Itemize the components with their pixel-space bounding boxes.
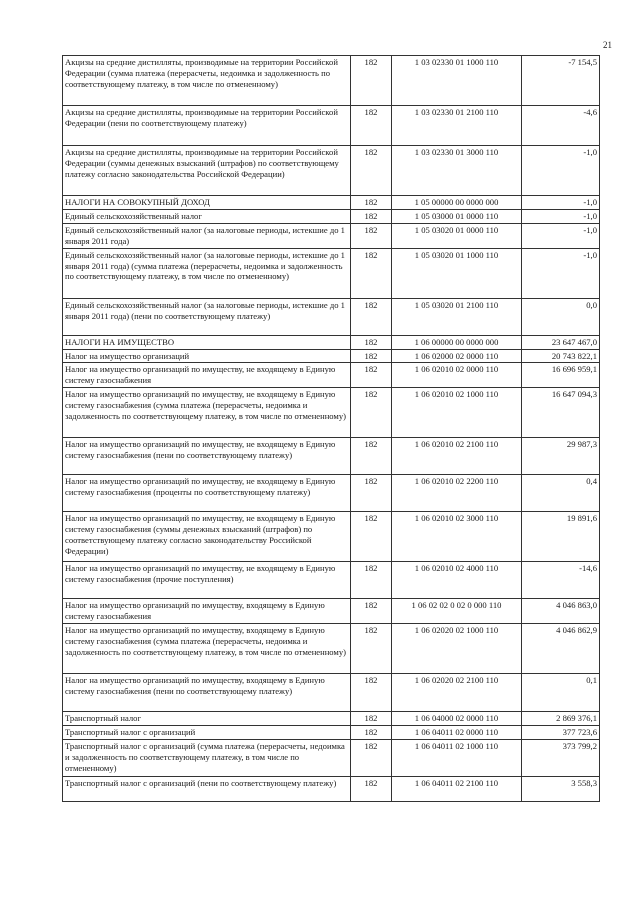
row-classification-code-cell: 1 06 04000 02 0000 110 <box>392 712 522 726</box>
table-row <box>63 209 600 223</box>
row-amount-cell: 0,1 <box>522 674 600 712</box>
table-row <box>63 349 600 363</box>
row-amount-cell: -1,0 <box>522 146 600 196</box>
row-admin-code-cell: 182 <box>351 106 392 146</box>
row-name-cell: Налог на имущество организаций по имуществу, входящему в Единую систему газоснабжения (пени по соответствующему платежу) <box>63 674 351 712</box>
row-admin-code-cell: 182 <box>351 349 392 363</box>
row-name-cell: Единый сельскохозяйственный налог <box>63 209 351 223</box>
table-row <box>63 106 600 146</box>
page-number: 21 <box>603 40 612 50</box>
row-name-cell: Транспортный налог с организаций (пени по соответствующему платежу) <box>63 777 351 802</box>
table-row <box>63 475 600 512</box>
row-admin-code-cell: 182 <box>351 223 392 248</box>
row-amount-cell: -1,0 <box>522 248 600 298</box>
row-name-cell: Транспортный налог с организаций (сумма платежа (перерасчеты, недоимка и задолженность по соответствующему платежу, в том числе по отмененному) <box>63 740 351 777</box>
row-amount-cell: -1,0 <box>522 209 600 223</box>
row-name-cell: Налог на имущество организаций по имуществу, не входящему в Единую систему газоснабжения (сумма платежа (перерасчеты, недоимка и задолженность по соответствующему платежу, в том числе по отмененному) <box>63 388 351 438</box>
row-name-cell: Единый сельскохозяйственный налог (за налоговые периоды, истекшие до 1 января 2011 года) (пени по соответствующему платежу) <box>63 298 351 335</box>
row-admin-code-cell: 182 <box>351 335 392 349</box>
row-classification-code-cell: 1 06 04011 02 2100 110 <box>392 777 522 802</box>
row-name-cell: Налог на имущество организаций по имуществу, не входящему в Единую систему газоснабжения (прочие поступления) <box>63 562 351 599</box>
budget-revenue-table <box>62 55 600 802</box>
table-row <box>63 388 600 438</box>
row-classification-code-cell: 1 06 02010 02 2100 110 <box>392 438 522 475</box>
row-classification-code-cell: 1 06 02010 02 2200 110 <box>392 475 522 512</box>
row-name-cell: Налог на имущество организаций по имуществу, входящему в Единую систему газоснабжения <box>63 599 351 624</box>
row-amount-cell: 20 743 822,1 <box>522 349 600 363</box>
row-amount-cell: -1,0 <box>522 196 600 210</box>
row-name-cell: Налог на имущество организаций по имуществу, не входящему в Единую систему газоснабжения <box>63 363 351 388</box>
row-classification-code-cell: 1 05 00000 00 0000 000 <box>392 196 522 210</box>
row-classification-code-cell: 1 05 03000 01 0000 110 <box>392 209 522 223</box>
row-amount-cell: 2 869 376,1 <box>522 712 600 726</box>
row-admin-code-cell: 182 <box>351 56 392 106</box>
row-classification-code-cell: 1 06 00000 00 0000 000 <box>392 335 522 349</box>
table-row <box>63 512 600 562</box>
row-amount-cell: -4,6 <box>522 106 600 146</box>
row-amount-cell: 4 046 863,0 <box>522 599 600 624</box>
row-admin-code-cell: 182 <box>351 512 392 562</box>
table-row <box>63 223 600 248</box>
row-classification-code-cell: 1 03 02330 01 3000 110 <box>392 146 522 196</box>
row-amount-cell: 0,4 <box>522 475 600 512</box>
row-classification-code-cell: 1 05 03020 01 0000 110 <box>392 223 522 248</box>
row-name-cell: Акцизы на средние дистилляты, производимые на территории Российской Федерации (пени по соответствующему платежу) <box>63 106 351 146</box>
row-classification-code-cell: 1 06 02010 02 1000 110 <box>392 388 522 438</box>
row-amount-cell: -1,0 <box>522 223 600 248</box>
row-admin-code-cell: 182 <box>351 599 392 624</box>
table-row <box>63 599 600 624</box>
row-amount-cell: 16 696 959,1 <box>522 363 600 388</box>
table-row <box>63 562 600 599</box>
row-admin-code-cell: 182 <box>351 298 392 335</box>
table-row <box>63 712 600 726</box>
table-row <box>63 298 600 335</box>
row-admin-code-cell: 182 <box>351 740 392 777</box>
row-amount-cell: 3 558,3 <box>522 777 600 802</box>
row-classification-code-cell: 1 03 02330 01 1000 110 <box>392 56 522 106</box>
row-admin-code-cell: 182 <box>351 146 392 196</box>
row-classification-code-cell: 1 06 02010 02 3000 110 <box>392 512 522 562</box>
row-name-cell: Транспортный налог с организаций <box>63 726 351 740</box>
row-amount-cell: 29 987,3 <box>522 438 600 475</box>
row-admin-code-cell: 182 <box>351 363 392 388</box>
row-admin-code-cell: 182 <box>351 248 392 298</box>
row-name-cell: Налог на имущество организаций по имуществу, не входящему в Единую систему газоснабжения (проценты по соответствующему платежу) <box>63 475 351 512</box>
row-admin-code-cell: 182 <box>351 674 392 712</box>
table-body <box>63 56 600 802</box>
table-row <box>63 726 600 740</box>
row-admin-code-cell: 182 <box>351 209 392 223</box>
row-admin-code-cell: 182 <box>351 712 392 726</box>
table-row <box>63 146 600 196</box>
row-name-cell: НАЛОГИ НА СОВОКУПНЫЙ ДОХОД <box>63 196 351 210</box>
row-admin-code-cell: 182 <box>351 196 392 210</box>
table-row <box>63 438 600 475</box>
row-name-cell: Налог на имущество организаций по имуществу, не входящему в Единую систему газоснабжения (суммы денежных взысканий (штрафов) по соответствующему платежу согласно законодательству Российской Федерации) <box>63 512 351 562</box>
row-classification-code-cell: 1 05 03020 01 1000 110 <box>392 248 522 298</box>
table-row <box>63 624 600 674</box>
table-row <box>63 363 600 388</box>
row-amount-cell: -7 154,5 <box>522 56 600 106</box>
table-row <box>63 248 600 298</box>
row-classification-code-cell: 1 06 02010 02 0000 110 <box>392 363 522 388</box>
row-classification-code-cell: 1 06 02020 02 2100 110 <box>392 674 522 712</box>
row-name-cell: Единый сельскохозяйственный налог (за налоговые периоды, истекшие до 1 января 2011 года) (сумма платежа (перерасчеты, недоимка и задолженность по соответствующему платежу, в том числе по отмененному) <box>63 248 351 298</box>
row-name-cell: Акцизы на средние дистилляты, производимые на территории Российской Федерации (сумма платежа (перерасчеты, недоимка и задолженность по соответствующему платежу, в том числе по отмененному) <box>63 56 351 106</box>
row-name-cell: Транспортный налог <box>63 712 351 726</box>
table-row <box>63 777 600 802</box>
row-classification-code-cell: 1 06 02020 02 1000 110 <box>392 624 522 674</box>
row-name-cell: Налог на имущество организаций по имуществу, не входящему в Единую систему газоснабжения (пени по соответствующему платежу) <box>63 438 351 475</box>
row-admin-code-cell: 182 <box>351 777 392 802</box>
row-amount-cell: 19 891,6 <box>522 512 600 562</box>
row-classification-code-cell: 1 06 02 02 0 02 0 000 110 <box>392 599 522 624</box>
row-admin-code-cell: 182 <box>351 475 392 512</box>
row-amount-cell: 23 647 467,0 <box>522 335 600 349</box>
row-admin-code-cell: 182 <box>351 388 392 438</box>
table-row <box>63 740 600 777</box>
row-amount-cell: 4 046 862,9 <box>522 624 600 674</box>
table-row <box>63 674 600 712</box>
row-admin-code-cell: 182 <box>351 726 392 740</box>
row-name-cell: Акцизы на средние дистилляты, производимые на территории Российской Федерации (суммы денежных взысканий (штрафов) по соответствующему платежу согласно законодательства Российской Федерации) <box>63 146 351 196</box>
row-classification-code-cell: 1 06 04011 02 0000 110 <box>392 726 522 740</box>
row-name-cell: Налог на имущество организаций по имуществу, входящему в Единую систему газоснабжения (сумма платежа (перерасчеты, недоимка и задолженность по соответствующему платежу, в том числе по отмененному) <box>63 624 351 674</box>
row-amount-cell: -14,6 <box>522 562 600 599</box>
table-row <box>63 196 600 210</box>
row-admin-code-cell: 182 <box>351 624 392 674</box>
table-row <box>63 56 600 106</box>
row-name-cell: Единый сельскохозяйственный налог (за налоговые периоды, истекшие до 1 января 2011 года) <box>63 223 351 248</box>
row-amount-cell: 377 723,6 <box>522 726 600 740</box>
row-amount-cell: 373 799,2 <box>522 740 600 777</box>
row-admin-code-cell: 182 <box>351 438 392 475</box>
row-name-cell: Налог на имущество организаций <box>63 349 351 363</box>
row-name-cell: НАЛОГИ НА ИМУЩЕСТВО <box>63 335 351 349</box>
row-amount-cell: 16 647 094,3 <box>522 388 600 438</box>
row-classification-code-cell: 1 03 02330 01 2100 110 <box>392 106 522 146</box>
row-classification-code-cell: 1 06 04011 02 1000 110 <box>392 740 522 777</box>
row-admin-code-cell: 182 <box>351 562 392 599</box>
row-classification-code-cell: 1 05 03020 01 2100 110 <box>392 298 522 335</box>
row-classification-code-cell: 1 06 02000 02 0000 110 <box>392 349 522 363</box>
table-row <box>63 335 600 349</box>
row-classification-code-cell: 1 06 02010 02 4000 110 <box>392 562 522 599</box>
row-amount-cell: 0,0 <box>522 298 600 335</box>
